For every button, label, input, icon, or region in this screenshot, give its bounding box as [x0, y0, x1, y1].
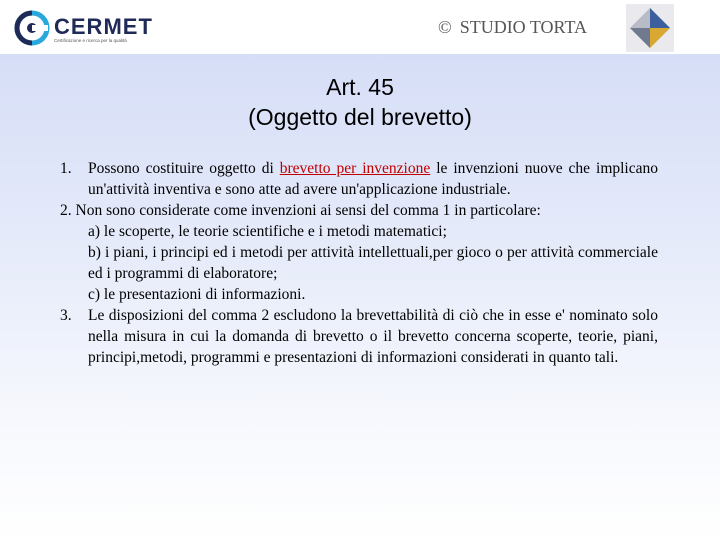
cermet-emblem-icon	[14, 10, 50, 46]
cermet-logo	[14, 8, 153, 48]
paragraph-2-item-a: a) le scoperte, le teorie scientifiche e i metodi matematici;	[88, 223, 447, 240]
slide-content	[0, 54, 720, 540]
title-line-2: (Oggetto del brevetto)	[248, 104, 472, 130]
highlight-brevetto-per-invenzione: brevetto per invenzione	[279, 160, 431, 177]
paragraph-1-pre: Possono costituire oggetto di	[88, 160, 280, 177]
slide-title	[0, 72, 720, 132]
copyright-symbol: ©	[438, 17, 452, 37]
studio-credit	[438, 17, 587, 38]
paragraph-2-item-c: c) le presentazioni di informazioni.	[88, 286, 306, 303]
title-line-1: Art. 45	[326, 74, 394, 100]
studio-name: STUDIO TORTA	[459, 17, 588, 37]
paragraph-3-number: 3.	[60, 307, 72, 324]
paragraph-3-text: Le disposizioni del comma 2 escludono la brevettabilità di ciò che in esse e' nominato solo nella misura in cui la domanda di brevetto o il brevetto concerna scoperte, teorie, piani, principi,metodi, programmi e presentazioni di informazioni considerati in quanto tali.	[88, 307, 658, 366]
logo-wordmark: CERMET	[54, 14, 153, 39]
paragraph-2-item-b: b) i piani, i principi ed i metodi per attività intellettuali,per gioco o per attività commerciale ed i programmi di elaboratore;	[88, 244, 658, 282]
paragraph-3	[60, 305, 658, 368]
paragraph-1-post: le invenzioni nuove che implicano un'attività inventiva e sono atte ad avere un'applicazione industriale.	[88, 160, 658, 198]
paragraph-2: 2. Non sono considerate come invenzioni ai sensi del comma 1 in particolare:	[60, 202, 541, 219]
studio-torta-logo-icon	[626, 4, 674, 52]
logo-tagline: Certificazione e ricerca per la qualità	[54, 38, 127, 43]
slide-header	[0, 0, 720, 54]
paragraph-1-number: 1.	[60, 160, 72, 177]
paragraph-1	[60, 158, 658, 200]
article-text	[60, 158, 658, 368]
